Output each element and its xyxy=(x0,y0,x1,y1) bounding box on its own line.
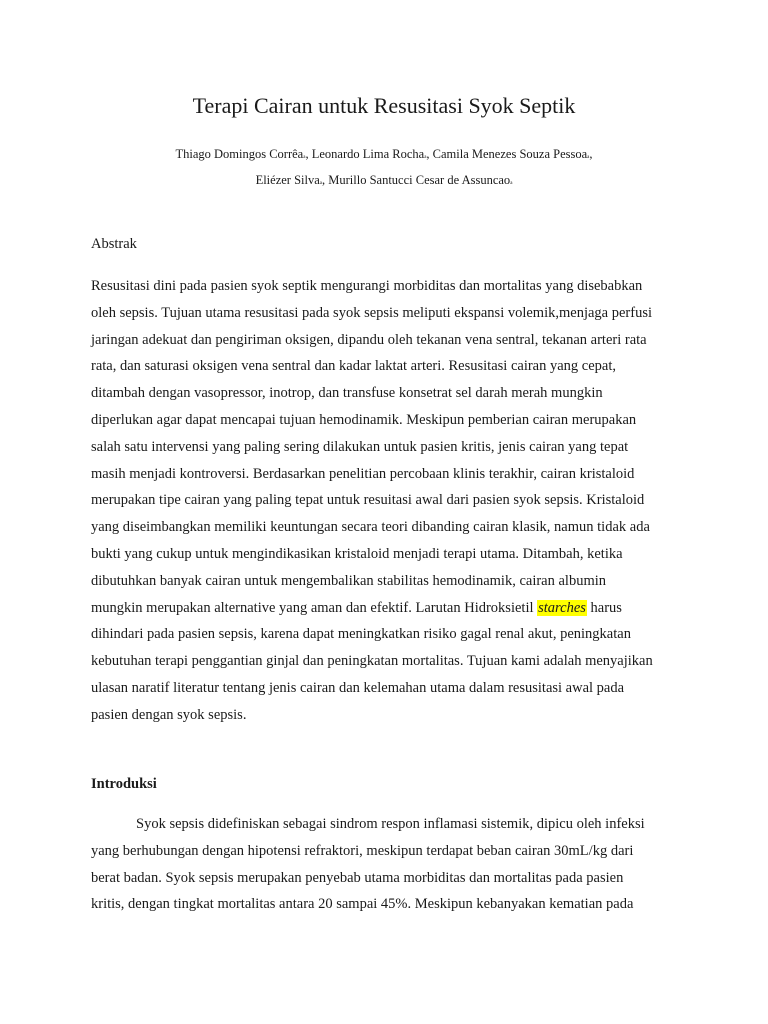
author-name: Eliézer Silva xyxy=(255,173,320,187)
author-name: Leonardo Lima Rocha xyxy=(311,147,425,161)
abstract-text: mungkin merupakan alternative yang aman dan efektif. Larutan Hidroksietil xyxy=(91,599,538,616)
author-separator: , xyxy=(322,173,329,187)
abstract-line: bukti yang cukup untuk mengindikasikan kristaloid menjadi terapi utama. Ditambah, ketika xyxy=(91,545,623,562)
abstract-text: harus xyxy=(586,599,622,616)
highlighted-term: starches xyxy=(538,599,586,616)
abstract-line: Resusitasi dini pada pasien syok septik mengurangi morbiditas dan mortalitas yang disebabkan xyxy=(91,278,643,294)
abstract-line: ulasan naratif literatur tentang jenis cairan dan kelemahan utama dalam resusitasi awal pada xyxy=(91,679,625,696)
affiliation-marker: a xyxy=(424,155,427,160)
author-name: Murillo Santucci Cesar de Assuncao xyxy=(328,173,511,187)
author-separator: , xyxy=(305,147,312,161)
abstract-line: ditambah dengan vasopressor, inotrop, dan transfuse konsetrat sel darah merah mungkin xyxy=(91,385,603,402)
abstract-line: pasien dengan syok sepsis. xyxy=(91,706,247,723)
abstract-line: dihindari pada pasien sepsis, karena dapat meningkatkan risiko gagal renal akut, peningkatan xyxy=(91,626,631,643)
author-line-1 xyxy=(0,143,768,169)
abstract-line: dibutuhkan banyak cairan untuk mengembalikan stabilitas hemodinamik, cairan albumin xyxy=(91,572,607,589)
abstract-line: rata, dan saturasi oksigen vena sentral dan kadar laktat arteri. Resusitasi cairan yang cepat, xyxy=(91,358,617,375)
author-separator: , xyxy=(426,147,433,161)
author-list xyxy=(0,143,768,195)
abstract-line: yang diseimbangkan memiliki keuntungan secara teori dibanding cairan klasik, namun tidak ada xyxy=(91,519,650,536)
abstract-line-highlighted xyxy=(91,595,691,622)
introduction-heading: Introduksi xyxy=(91,776,157,792)
introduction-line: berat badan. Syok sepsis merupakan penyebab utama morbiditas dan mortalitas pada pasien xyxy=(91,869,624,886)
affiliation-marker: a xyxy=(303,155,306,160)
abstract-line: oleh sepsis. Tujuan utama resusitasi pada syok sepsis meliputi ekspansi volemik,menjaga perfusi xyxy=(91,304,652,321)
affiliation-marker: a xyxy=(319,181,323,186)
introduction-line: Syok sepsis didefiniskan sebagai sindrom respon inflamasi sistemik, dipicu oleh infeksi xyxy=(136,816,645,832)
author-name: Camila Menezes Souza Pessoa xyxy=(432,147,588,161)
paper-title: Terapi Cairan untuk Resusitasi Syok Septik xyxy=(192,93,576,118)
abstract-line: salah satu intervensi yang paling sering dilakukan untuk pasien kritis, jenis cairan yang tepat xyxy=(91,438,629,455)
author-name: Thiago Domingos Corrêa xyxy=(175,147,304,161)
abstract-line: merupakan tipe cairan yang paling tepat untuk resuitasi awal dari pasien syok sepsis. Kristaloid xyxy=(91,492,645,509)
author-line-2 xyxy=(0,169,768,195)
affiliation-marker: a xyxy=(587,155,590,160)
affiliation-marker: a xyxy=(510,181,513,186)
abstract-line: kebutuhan terapi penggantian ginjal dan peningkatan mortalitas. Tujuan kami adalah menyajikan xyxy=(91,653,653,670)
abstract-body xyxy=(91,273,691,729)
abstract-line: jaringan adekuat dan pengiriman oksigen, dipandu oleh tekanan vena sentral, tekanan arteri rata xyxy=(91,331,647,348)
introduction-body xyxy=(91,811,691,918)
author-separator: , xyxy=(589,147,593,161)
introduction-line: kritis, dengan tingkat mortalitas antara 20 sampai 45%. Meskipun kebanyakan kematian pada xyxy=(91,896,634,913)
abstract-line: masih menjadi kontroversi. Berdasarkan penelitian percobaan klinis terakhir, cairan kristaloid xyxy=(91,465,635,482)
abstract-heading: Abstrak xyxy=(91,236,137,252)
abstract-line: diperlukan agar dapat mencapai tujuan hemodinamik. Meskipun pemberian cairan merupakan xyxy=(91,411,637,428)
introduction-line: yang berhubungan dengan hipotensi refraktori, meskipun terdapat beban cairan 30mL/kg dari xyxy=(91,842,634,859)
